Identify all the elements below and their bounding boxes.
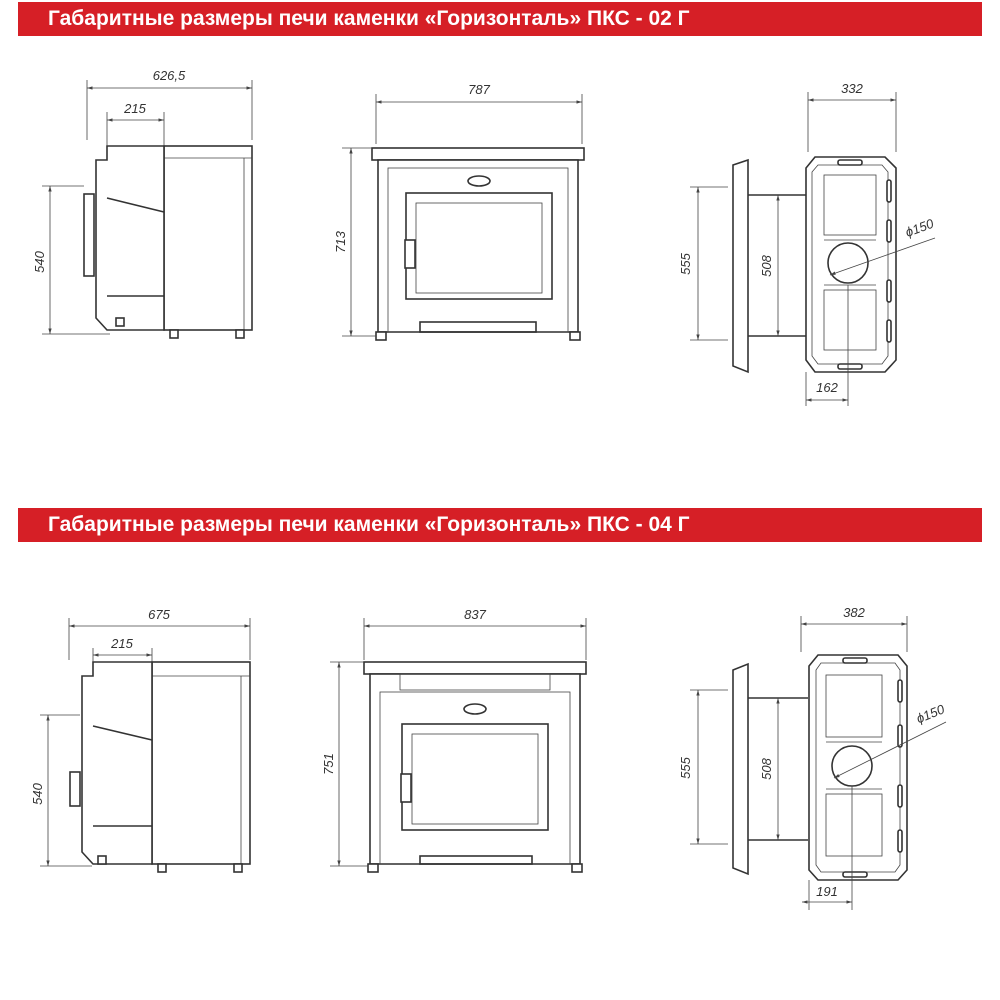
side-view-pks-04g (30, 607, 250, 872)
dim-pipe-diameter: ϕ150 (903, 215, 936, 240)
dim-height: 540 (30, 783, 45, 805)
dim-overall-width: 675 (148, 607, 170, 622)
dim-offset: 191 (816, 884, 838, 899)
section-title-pks-04g: Габаритные размеры печи каменки «Горизонталь» ПКС - 04 Г (18, 508, 982, 542)
front-view-pks-04g (321, 607, 586, 872)
dim-height: 540 (32, 251, 47, 273)
top-view-pks-04g (678, 605, 947, 910)
dim-offset: 162 (816, 380, 838, 395)
dim-depth: 332 (841, 81, 863, 96)
dim-front-width: 837 (464, 607, 486, 622)
dim-depth: 382 (843, 605, 865, 620)
dim-firebox-width: 215 (124, 101, 146, 116)
dim-pipe-span: 508 (759, 758, 774, 780)
dim-pipe-diameter: ϕ150 (914, 701, 947, 727)
dim-pipe-span: 508 (759, 255, 774, 277)
dim-firebox-width: 215 (111, 636, 133, 651)
dim-flange-height: 555 (678, 253, 693, 275)
dim-front-height: 713 (333, 231, 348, 253)
dim-front-height: 751 (321, 753, 336, 775)
dim-front-width: 787 (468, 82, 490, 97)
dim-overall-width: 626,5 (152, 68, 186, 83)
section-title-pks-02g: Габаритные размеры печи каменки «Горизонталь» ПКС - 02 Г (18, 2, 982, 36)
dim-flange-height: 555 (678, 757, 693, 779)
